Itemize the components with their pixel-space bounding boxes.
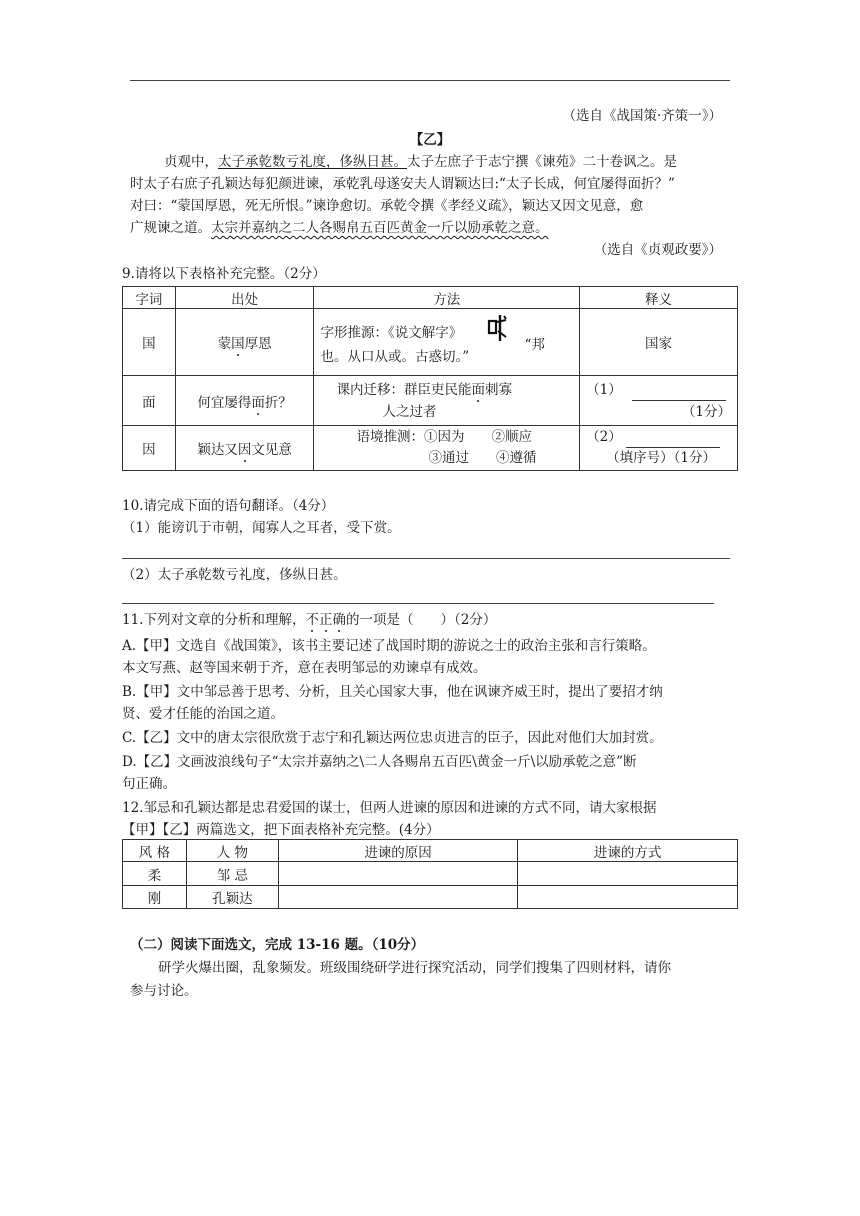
q12-r1-way-cell[interactable]: [518, 862, 738, 886]
q9-row-mian: [123, 376, 738, 426]
q9-header-method: 方法: [314, 287, 580, 309]
q9-r3-source: 颖达又因文见意: [175, 426, 314, 471]
underlined-sentence: 太子承乾数亏礼度，侈纵日甚。: [218, 154, 407, 170]
answer-blank-2[interactable]: [626, 433, 720, 448]
q12-header-reason: 进谏的原因: [278, 840, 518, 862]
q12-table: [122, 839, 738, 909]
answer-blank-1[interactable]: [632, 386, 726, 401]
q9-r1-source: 蒙国厚恩: [175, 309, 314, 376]
q11-option-a-2: 本文写燕、赵等国来朝于齐，意在表明邹忌的劝谏卓有成效。: [122, 660, 487, 676]
q9-header-word: 字词: [123, 287, 176, 309]
section-2-para-1: 研学火爆出圈，乱象频发。班级围绕研学进行探究活动，同学们搜集了四则材料，请你: [158, 960, 671, 976]
q9-r1-meaning: 国家: [580, 309, 738, 376]
yi-heading: 【乙】: [409, 132, 451, 148]
q9-prompt: 9.请将以下表格补充完整。（2分）: [122, 266, 326, 282]
q9-r3-method: 语境推测：①因为 ②顺应 ③通过 ④遵循: [314, 426, 580, 471]
source-jia: （选自《战国策·齐策一》）: [562, 108, 722, 124]
seal-character-guo-icon: [486, 313, 508, 343]
header-rule: [130, 80, 730, 81]
q9-r1-word: 国: [123, 309, 176, 376]
q11-option-d-2: 句正确。: [122, 776, 176, 792]
q12-header-way: 进谏的方式: [518, 840, 738, 862]
q10-sentence-1: （1）能谤讥于市朝，闻寡人之耳者，受下赏。: [122, 520, 401, 536]
q9-row-guo: [123, 309, 738, 376]
wavy-sentence: 太宗并嘉纳之二人各赐帛五百匹黄金一斤以励承乾之意。: [211, 220, 549, 236]
source-yi: （选自《贞观政要》）: [593, 242, 722, 258]
q12-r2-person: 孔颖达: [186, 886, 278, 909]
q10-answer-line-2[interactable]: [122, 603, 714, 604]
q12-r1-reason-cell[interactable]: [278, 862, 518, 886]
q9-r1-method: 字形推源：《说文解字》 “邦 也。从口从或。古惑切。”: [314, 309, 580, 376]
q9-table: [122, 286, 738, 471]
q9-header-row: [123, 287, 738, 309]
q9-header-source: 出处: [175, 287, 314, 309]
q12-header-person: 人 物: [186, 840, 278, 862]
q11-option-d-1: D.【乙】文画波浪线句子“太宗并嘉纳之\二人各赐帛五百匹\黄金一斤\以励承乾之意”断: [122, 754, 637, 770]
yi-para-line-1: 贞观中，太子承乾数亏礼度，侈纵日甚。太子左庶子于志宁撰《谏苑》二十卷讽之。是: [164, 154, 677, 170]
q11-option-a-1: A.【甲】文选自《战国策》，该书主要记述了战国时期的游说之士的政治主张和言行策略。: [122, 638, 656, 654]
q12-r1-style: 柔: [123, 862, 187, 886]
q9-r2-method: 课内迁移：群臣吏民能面刺寡 人之过者: [314, 376, 580, 426]
q9-r3-answer[interactable]: （2） （填序号）（1分）: [580, 426, 738, 471]
q12-r2-reason-cell[interactable]: [278, 886, 518, 909]
yi-para-line-2: 时太子右庶子孔颖达每犯颜进谏，承乾乳母遂安夫人谓颖达曰:“太子长成，何宜屡得面折？”: [130, 176, 675, 192]
q11-option-b-2: 贤、爱才任能的治国之道。: [122, 706, 284, 722]
q9-r2-source: 何宜屡得面折？: [175, 376, 314, 426]
q12-header-style: 风 格: [123, 840, 187, 862]
q12-header-row: [123, 840, 738, 862]
q12-row-kongyingda: [123, 886, 738, 909]
q12-r2-style: 刚: [123, 886, 187, 909]
q11-option-b-1: B.【甲】文中邹忌善于思考、分析，且关心国家大事，他在讽谏齐威王时，提出了要招才纳: [122, 684, 663, 700]
q12-r2-way-cell[interactable]: [518, 886, 738, 909]
q9-header-meaning: 释义: [580, 287, 738, 309]
q9-row-yin: [123, 426, 738, 471]
section-2-title: （二）阅读下面选文，完成 13-16 题。（10分）: [130, 937, 425, 953]
q12-r1-person: 邹 忌: [186, 862, 278, 886]
q10-sentence-2: （2）太子承乾数亏礼度，侈纵日甚。: [122, 567, 347, 583]
yi-para-line-4: 广规谏之道。太宗并嘉纳之二人各赐帛五百匹黄金一斤以励承乾之意。: [130, 220, 549, 236]
section-2-para-2: 参与讨论。: [130, 983, 198, 999]
q9-r2-answer[interactable]: （1） （1分）: [580, 376, 738, 426]
q12-prompt-1: 12.邹忌和孔颖达都是忠君爱国的谋士，但两人进谏的原因和进谏的方式不同，请大家根据: [122, 800, 657, 816]
q11-prompt: 11.下列对文章的分析和理解，不正确的一项是（ ）（2分）: [122, 612, 497, 628]
q12-row-zouji: [123, 862, 738, 886]
yi-para-line-3: 对曰：“蒙国厚恩，死无所恨。”谏诤愈切。承乾令撰《孝经义疏》，颖达又因文见意，愈: [130, 198, 644, 214]
q9-r3-word: 因: [123, 426, 176, 471]
q12-prompt-2: 【甲】【乙】两篇选文，把下面表格补充完整。(4分）: [122, 822, 440, 838]
q10-answer-line-1[interactable]: [122, 558, 730, 559]
q10-prompt: 10.请完成下面的语句翻译。（4分）: [122, 498, 335, 514]
q11-option-c: C.【乙】文中的唐太宗很欣赏于志宁和孔颖达两位忠贞进言的臣子，因此对他们大加封赏。: [122, 730, 663, 746]
q9-r2-word: 面: [123, 376, 176, 426]
